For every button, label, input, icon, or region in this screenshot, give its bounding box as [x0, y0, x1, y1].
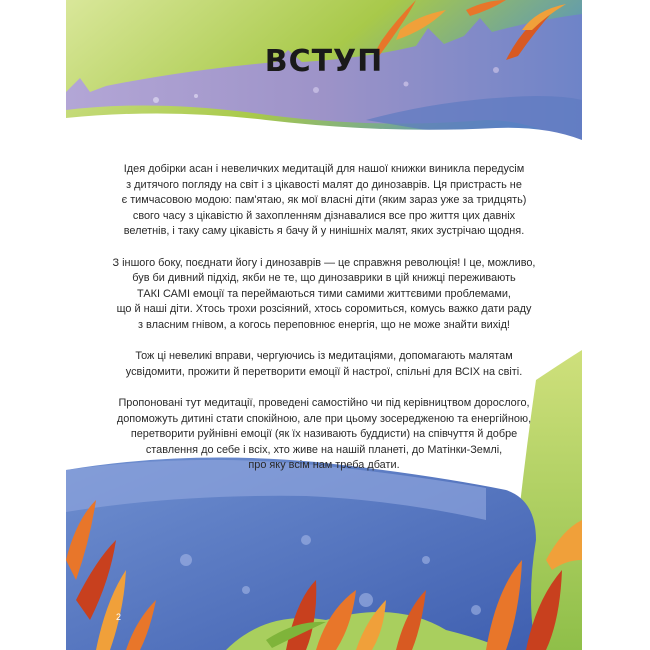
text-line: про яку всім нам треба дбати.: [248, 459, 400, 472]
text-line: з власним гнівом, а когось переповнює енергія, що не може знайти вихід!: [138, 318, 510, 331]
paragraph-4: [102, 396, 546, 474]
text-line: був би дивний підхід, якби не те, що динозаврики в цій книжці переживають: [132, 272, 516, 285]
book-page: [66, 0, 582, 650]
text-line: Ідея добірки асан і невеличких медитацій для нашої книжки виникла передусім: [123, 163, 525, 175]
text-line: з дитячого погляду на світ і з цікавості малят до динозаврів. Ця пристрасть не: [126, 178, 522, 191]
text-line: велетнів, і таку саму цікавість я бачу й у нинішніх малят, яких зустрічаю щодня.: [123, 225, 525, 238]
text-line: ТАКІ САМІ емоції та переймаються тими самими життєвими проблемами,: [137, 287, 511, 300]
paragraph-1: [102, 162, 546, 240]
paragraph-3: [102, 349, 546, 380]
text-line: усвідомити, прожити й перетворити емоції й настрої, спільні для ВСІХ на світі.: [125, 365, 523, 378]
text-line: що й наші діти. Хтось трохи розсіяний, хтось соромиться, комусь важко дати раду: [116, 303, 532, 316]
text-line: свого часу з цікавістю й захопленням дізнавалися все про життя цих давніх: [132, 209, 516, 222]
text-line: є тимчасовою модою: пам'ятаю, як мої власні діти (яким зараз уже за тридцять): [121, 194, 527, 207]
page-title: ВСТУП: [264, 44, 384, 79]
text-line: Пропоновані тут медитації, проведені самостійно чи під керівництвом дорослого,: [118, 396, 530, 409]
text-line: З іншого боку, поєднати йогу і динозаврів — це справжня революція! І це, можливо,: [112, 256, 536, 269]
page-number: 2: [116, 612, 122, 622]
text-line: допоможуть дитині стати спокійною, але при цьому зосередженою та енергійною,: [116, 412, 532, 425]
intro-text: [102, 162, 546, 489]
paragraph-2: [102, 256, 546, 334]
text-line: Тож ці невеликі вправи, чергуючись із медитаціями, допомагають малятам: [135, 350, 513, 363]
text-line: ставлення до себе і всіх, хто живе на нашій планеті, до Матінки-Землі,: [145, 443, 503, 456]
text-line: перетворити руйнівні емоції (як їх називають буддисти) на співчуття й добре: [130, 428, 518, 441]
